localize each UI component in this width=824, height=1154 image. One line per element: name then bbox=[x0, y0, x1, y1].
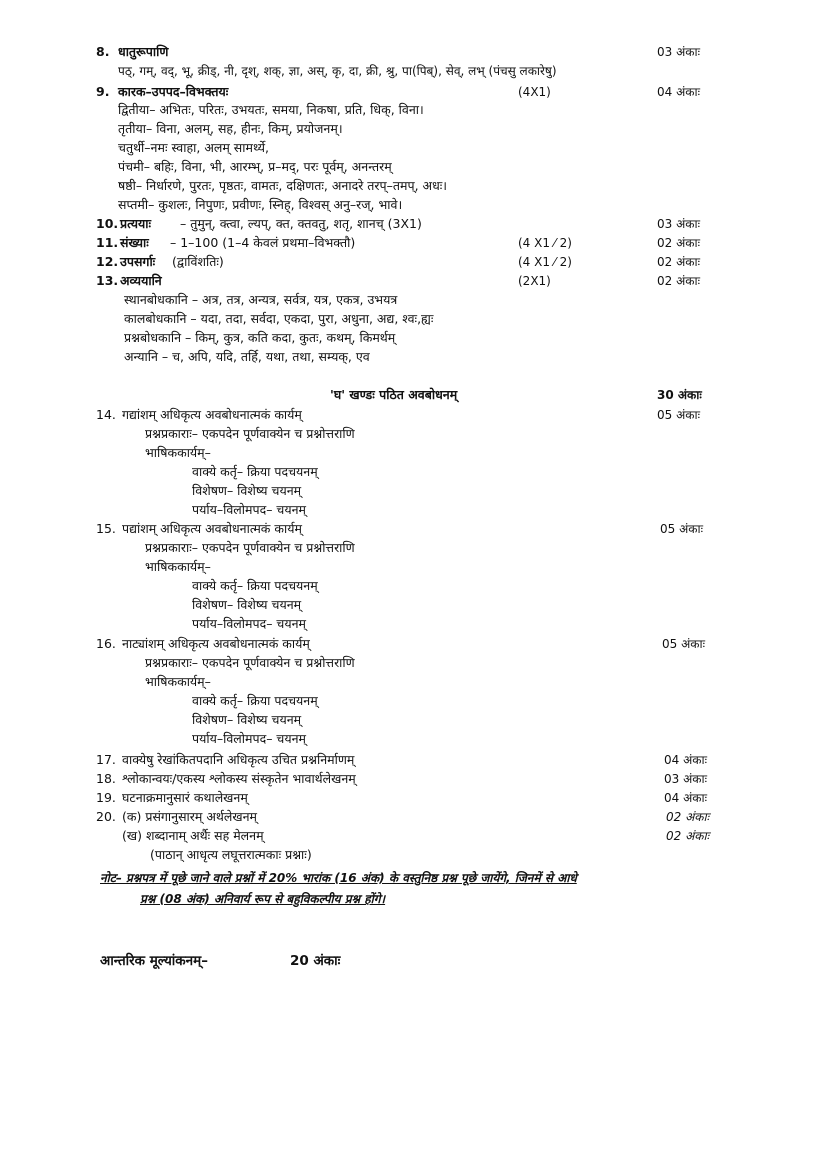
item-12-scheme: (4 X1 ⁄ 2) bbox=[518, 255, 572, 269]
item-14-sub-1: वाक्ये कर्तृ– क्रिया पदचयनम् bbox=[192, 464, 318, 479]
item-17-number: 17. bbox=[96, 752, 116, 767]
item-9-line-5: षष्ठी– निर्धारणे, पुरतः, पृष्ठतः, वामतः, दक्षिणतः, अनादरे तरप्–तमप्, अधः। bbox=[118, 178, 448, 193]
item-12-number: 12. bbox=[96, 254, 119, 269]
item-12-title: उपसर्गाः bbox=[120, 254, 156, 269]
item-8-text: पठ्, गम्, वद्, भू, क्रीड्, नी, दृश्, शक्, ज्ञा, अस्, कृ, दा, क्री, श्रु, पा(पिब्), सेव्, लभ् (पंचसु लकारेषु) bbox=[118, 64, 557, 78]
item-8-marks: 03 अंकाः bbox=[657, 45, 701, 59]
item-14-marks: 05 अंकाः bbox=[657, 408, 701, 422]
item-19-marks: 04 अंकाः bbox=[664, 791, 708, 805]
item-10-marks: 03 अंकाः bbox=[657, 217, 701, 231]
item-14-language-work: भाषिककार्यम्– bbox=[145, 445, 211, 460]
item-9-scheme: (4X1) bbox=[518, 85, 551, 99]
item-14-sub-2: विशेषण– विशेष्य चयनम् bbox=[192, 483, 302, 498]
item-16-title: नाट्यांशम् अधिकृत्य अवबोधनात्मकं कार्यम् bbox=[122, 636, 310, 651]
item-16-language-work: भाषिककार्यम्– bbox=[145, 674, 211, 689]
item-17-title: वाक्येषु रेखांकितपदानि अधिकृत्य उचित प्रश्ननिर्माणम् bbox=[122, 752, 355, 767]
item-15-sub-2: विशेषण– विशेष्य चयनम् bbox=[192, 597, 302, 612]
item-16-marks: 05 अंकाः bbox=[662, 637, 706, 651]
item-9-line-6: सप्तमी– कुशलः, निपुणः, प्रवीणः, स्निह्, विश्वस् अनु–रज्, भावे। bbox=[118, 197, 403, 212]
item-10-text: – तुमुन्, क्त्वा, ल्यप्, क्त, क्तवतु, शतृ, शानच् (3X1) bbox=[180, 216, 422, 231]
item-18-number: 18. bbox=[96, 771, 116, 786]
item-14-title: गद्यांशम् अधिकृत्य अवबोधनात्मकं कार्यम् bbox=[122, 407, 302, 422]
item-13-line-3: प्रश्नबोधकानि – किम्, कुत्र, कति कदा, कुतः, कथम्, किमर्थम् bbox=[124, 330, 396, 345]
item-14-number: 14. bbox=[96, 407, 116, 422]
item-18-marks: 03 अंकाः bbox=[664, 772, 708, 786]
section-gha-marks: 30 अंकाः bbox=[657, 388, 702, 402]
item-15-sub-1: वाक्ये कर्तृ– क्रिया पदचयनम् bbox=[192, 578, 318, 593]
item-15-sub-3: पर्याय–विलोमपद– चयनम् bbox=[192, 616, 307, 631]
item-12-marks: 02 अंकाः bbox=[657, 255, 701, 269]
item-9-number: 9. bbox=[96, 84, 110, 99]
item-9-line-3: चतुर्थी–नमः स्वाहा, अलम् सामर्थ्ये, bbox=[118, 140, 270, 155]
section-gha-title: 'घ' खण्डः पठित अवबोधनम् bbox=[330, 387, 458, 402]
item-11-scheme: (4 X1 ⁄ 2) bbox=[518, 236, 572, 250]
item-18-title: श्लोकान्वयः/एकस्य श्लोकस्य संस्कृतेन भावार्थलेखनम् bbox=[122, 771, 356, 786]
item-9-marks: 04 अंकाः bbox=[657, 85, 701, 99]
item-12-text: (द्वाविंशतिः) bbox=[172, 254, 224, 269]
note-line-2: प्रश्न (08 अंक) अनिवार्य रूप से बहुविकल्पीय प्रश्न होंगे। bbox=[140, 892, 386, 906]
note-line-1: नोट– प्रश्नपत्र में पूछे जाने वाले प्रश्नों में 20% भारांक (16 अंक) के वस्तुनिष्ठ प्रश्न पूछे जायेंगे, जिनमें से आधे bbox=[100, 871, 577, 885]
item-17-marks: 04 अंकाः bbox=[664, 753, 708, 767]
item-13-title: अव्ययानि bbox=[120, 273, 162, 288]
item-13-scheme: (2X1) bbox=[518, 274, 551, 288]
item-9-line-1: द्वितीया– अभितः, परितः, उभयतः, समया, निकषा, प्रति, धिक्, विना। bbox=[118, 102, 424, 117]
item-16-number: 16. bbox=[96, 636, 116, 651]
item-11-number: 11. bbox=[96, 235, 119, 250]
item-15-number: 15. bbox=[96, 521, 116, 536]
item-16-sub-2: विशेषण– विशेष्य चयनम् bbox=[192, 712, 302, 727]
item-20-b: (ख) शब्दानाम् अर्थैः सह मेलनम् bbox=[122, 828, 264, 843]
item-16-sub-1: वाक्ये कर्तृ– क्रिया पदचयनम् bbox=[192, 693, 318, 708]
item-16-question-types: प्रश्नप्रकाराः– एकपदेन पूर्णवाक्येन च प्रश्नोत्तराणि bbox=[145, 655, 355, 670]
item-13-line-1: स्थानबोधकानि – अत्र, तत्र, अन्यत्र, सर्वत्र, यत्र, एकत्र, उभयत्र bbox=[124, 292, 398, 307]
item-20-a-marks: 02 अंकाः bbox=[666, 810, 710, 824]
item-9-title: कारक–उपपद–विभक्तयः bbox=[118, 84, 229, 99]
item-10-number: 10. bbox=[96, 216, 119, 231]
item-15-title: पद्यांशम् अधिकृत्य अवबोधनात्मकं कार्यम् bbox=[122, 521, 302, 536]
internal-assessment-marks: 20 अंकाः bbox=[290, 953, 341, 969]
item-19-number: 19. bbox=[96, 790, 116, 805]
internal-assessment-label: आन्तरिक मूल्यांकनम्– bbox=[100, 953, 208, 969]
item-13-marks: 02 अंकाः bbox=[657, 274, 701, 288]
item-11-title: संख्याः bbox=[120, 235, 149, 250]
item-20-b-marks: 02 अंकाः bbox=[666, 829, 710, 843]
item-9-line-4: पंचमी– बहिः, विना, भी, आरम्भ्, प्र–मद्, परः पूर्वम्, अनन्तरम् bbox=[118, 159, 392, 174]
item-11-marks: 02 अंकाः bbox=[657, 236, 701, 250]
item-20-note: (पाठान् आधृत्य लघूत्तरात्मकाः प्रश्नाः) bbox=[150, 847, 312, 862]
item-13-line-2: कालबोधकानि – यदा, तदा, सर्वदा, एकदा, पुरा, अधुना, अद्य, श्वः,ह्यः bbox=[124, 311, 434, 326]
item-20-number: 20. bbox=[96, 809, 116, 824]
item-15-marks: 05 अंकाः bbox=[660, 522, 704, 536]
item-13-line-4: अन्यानि – च, अपि, यदि, तर्हि, यथा, तथा, सम्यक्, एव bbox=[124, 349, 370, 364]
item-13-number: 13. bbox=[96, 273, 119, 288]
item-15-question-types: प्रश्नप्रकाराः– एकपदेन पूर्णवाक्येन च प्रश्नोत्तराणि bbox=[145, 540, 355, 555]
item-11-text: – 1–100 (1–4 केवलं प्रथमा–विभक्तौ) bbox=[170, 235, 356, 250]
item-15-language-work: भाषिककार्यम्– bbox=[145, 559, 211, 574]
item-8-title: धातुरूपाणि bbox=[118, 44, 169, 59]
item-16-sub-3: पर्याय–विलोमपद– चयनम् bbox=[192, 731, 307, 746]
item-10-title: प्रत्ययाः bbox=[120, 216, 152, 231]
item-8-number: 8. bbox=[96, 44, 110, 59]
item-14-sub-3: पर्याय–विलोमपद– चयनम् bbox=[192, 502, 307, 517]
item-14-question-types: प्रश्नप्रकाराः– एकपदेन पूर्णवाक्येन च प्रश्नोत्तराणि bbox=[145, 426, 355, 441]
item-19-title: घटनाक्रमानुसारं कथालेखनम् bbox=[122, 790, 248, 805]
item-20-a: (क) प्रसंगानुसारम् अर्थलेखनम् bbox=[122, 809, 258, 824]
item-9-line-2: तृतीया– विना, अलम्, सह, हीनः, किम्, प्रयोजनम्। bbox=[118, 121, 343, 136]
